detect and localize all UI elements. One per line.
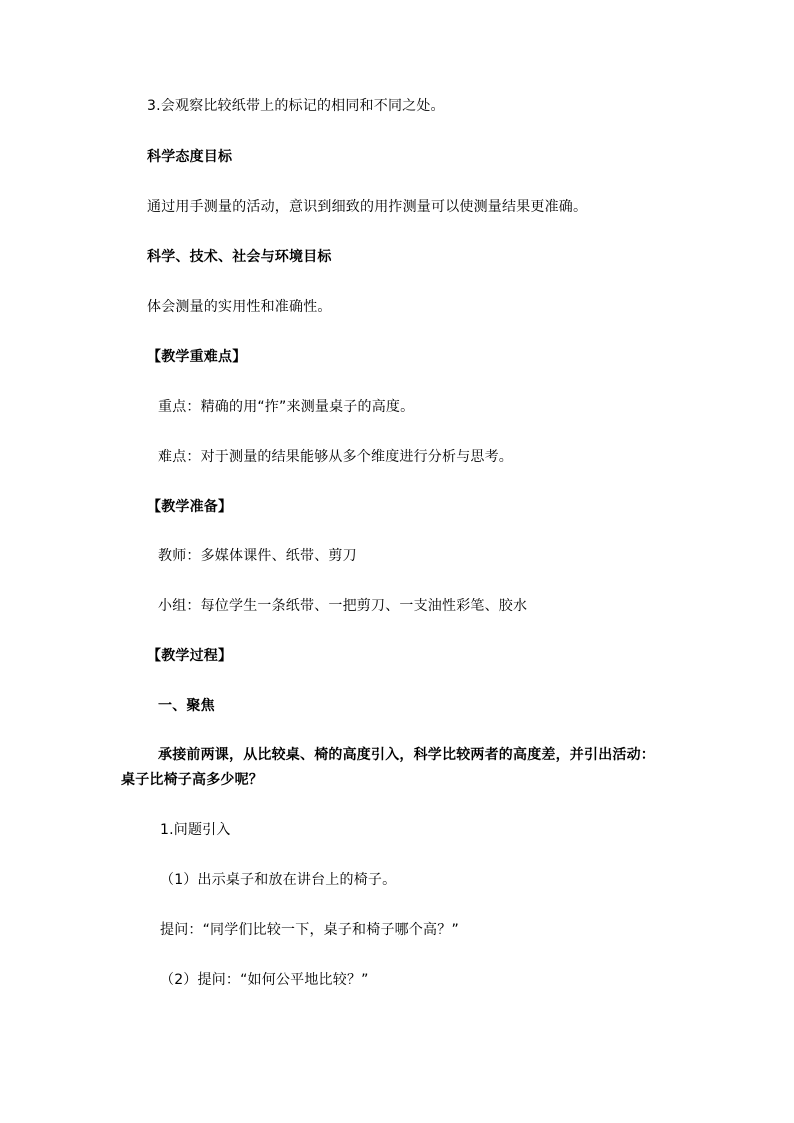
difficult-point-text: 难点：对于测量的结果能够从多个维度进行分析与思考。 — [158, 449, 513, 465]
heading-scientific-attitude: 科学态度目标 — [147, 149, 233, 165]
focus-intro-line-1: 承接前两课，从比较桌、椅的高度引入，科学比较两者的高度差，并引出活动： — [158, 747, 655, 763]
step-show-table-chair: （1）出示桌子和放在讲台上的椅子。 — [160, 872, 397, 888]
heading-teaching-preparation: 【教学准备】 — [147, 499, 233, 515]
objective-line-3: 3.会观察比较纸带上的标记的相同和不同之处。 — [147, 98, 445, 114]
focus-intro-line-2: 桌子比椅子高多少呢？ — [121, 772, 263, 788]
question-fair-compare: （2）提问：“如何公平地比较？” — [160, 972, 369, 988]
heading-sts-objective: 科学、技术、社会与环境目标 — [147, 249, 332, 265]
heading-teaching-process: 【教学过程】 — [147, 648, 233, 664]
step-question-intro: 1.问题引入 — [160, 822, 231, 838]
heading-key-difficult-points: 【教学重难点】 — [147, 349, 247, 365]
key-point-text: 重点：精确的用“拃”来测量桌子的高度。 — [158, 399, 415, 415]
section-focus-heading: 一、聚焦 — [158, 698, 215, 714]
group-preparation-text: 小组：每位学生一条纸带、一把剪刀、一支油性彩笔、胶水 — [158, 598, 528, 614]
teacher-preparation-text: 教师：多媒体课件、纸带、剪刀 — [158, 548, 357, 564]
attitude-objective-text: 通过用手测量的活动，意识到细致的用拃测量可以使测量结果更准确。 — [147, 199, 588, 215]
question-which-higher: 提问：“同学们比较一下，桌子和椅子哪个高？” — [160, 922, 459, 938]
sts-objective-text: 体会测量的实用性和准确性。 — [147, 299, 332, 315]
